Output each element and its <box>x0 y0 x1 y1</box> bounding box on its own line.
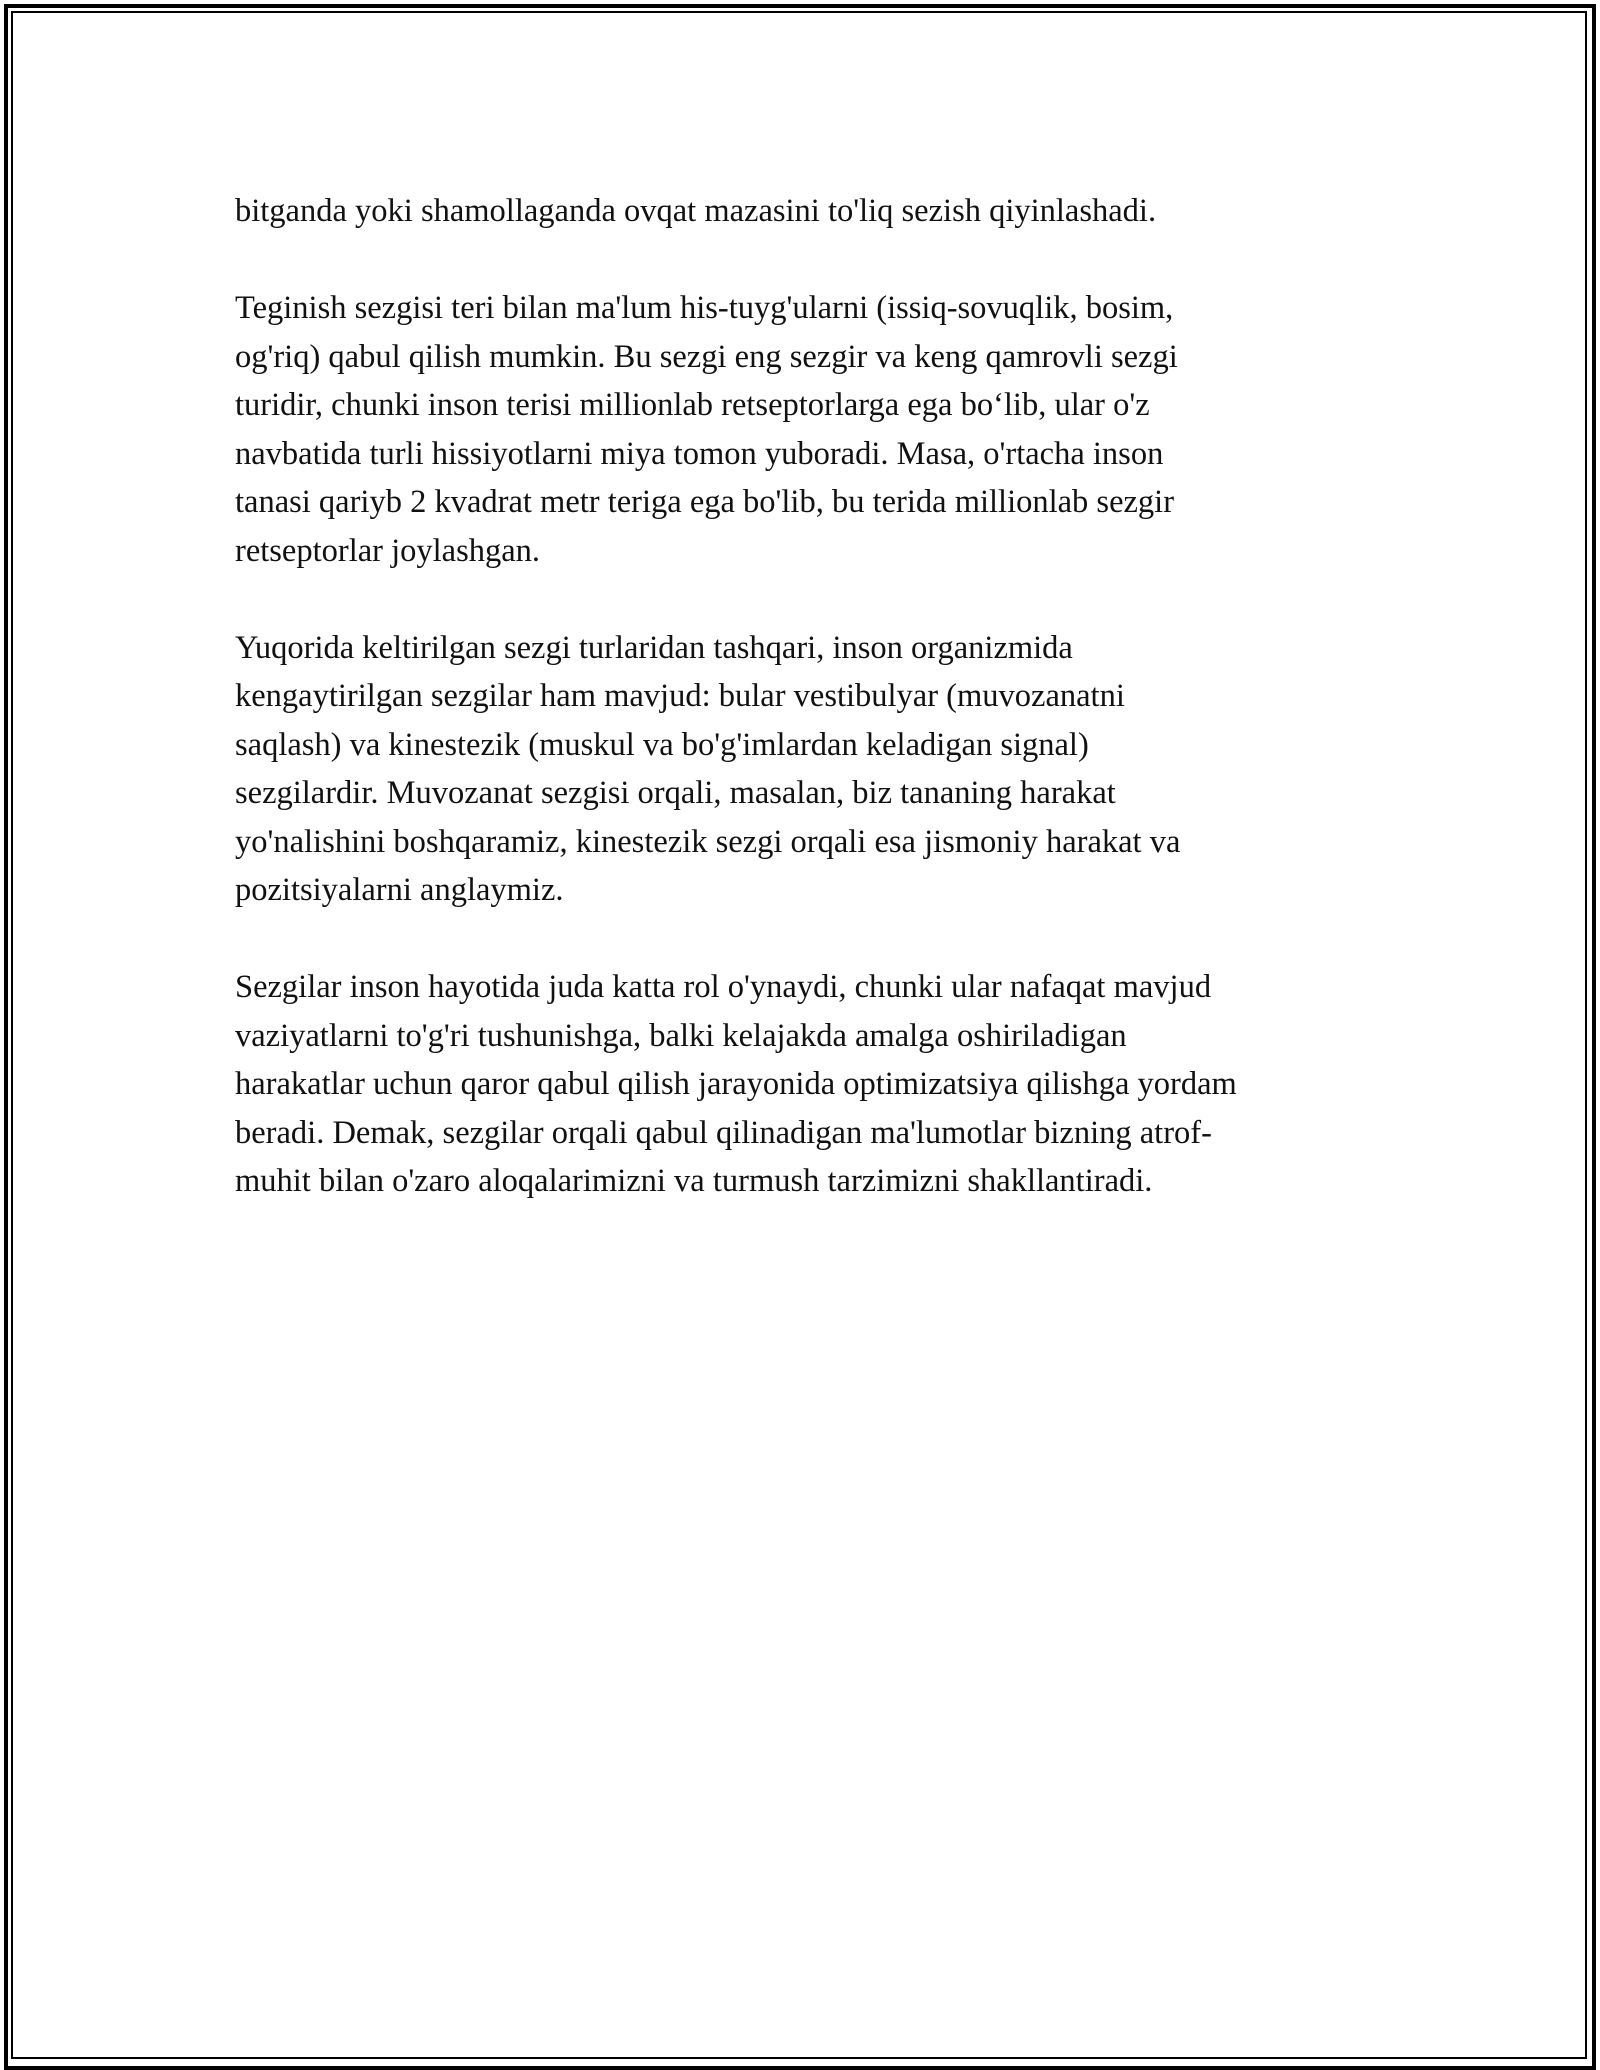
text-line: vaziyatlarni to'g'ri tushunishga, balki kelajakda amalga oshiriladigan <box>235 1017 1127 1054</box>
text-line: Teginish sezgisi teri bilan ma'lum his-tuyg'ularni (issiq-sovuqlik, bosim, <box>235 290 1174 326</box>
paragraph-4 <box>235 963 1375 1206</box>
paragraph-2 <box>235 284 1375 575</box>
paragraph-3 <box>235 624 1375 915</box>
text-line: navbatida turli hissiyotlarni miya tomon yuboradi. Masa, o'rtacha inson <box>235 435 1164 472</box>
text-line: beradi. Demak, sezgilar orqali qabul qilinadigan ma'lumotlar bizning atrof- <box>235 1114 1212 1151</box>
paragraph-1 <box>235 187 1375 236</box>
text-line: tanasi qariyb 2 kvadrat metr teriga ega bo'lib, bu terida millionlab sezgir <box>235 484 1175 520</box>
text-line: Yuqorida keltirilgan sezgi turlaridan tashqari, inson organizmida <box>235 629 1073 666</box>
text-line: sezgilardir. Muvozanat sezgisi orqali, masalan, biz tananing harakat <box>235 775 1116 811</box>
text-line: retseptorlar joylashgan. <box>235 532 541 569</box>
text-line: Sezgilar inson hayotida juda katta rol o'ynaydi, chunki ular nafaqat mavjud <box>235 969 1212 1005</box>
text-line: turidir, chunki inson terisi millionlab retseptorlarga ega bo‘lib, ular o'z <box>235 387 1150 423</box>
text-line: muhit bilan o'zaro aloqalarimizni va turmush tarzimizni shakllantiradi. <box>235 1163 1153 1199</box>
text-line: og'riq) qabul qilish mumkin. Bu sezgi eng sezgir va keng qamrovli sezgi <box>235 338 1178 375</box>
document-body <box>235 187 1375 1254</box>
text-line: harakatlar uchun qaror qabul qilish jarayonida optimizatsiya qilishga yordam <box>235 1066 1237 1102</box>
text-line: bitganda yoki shamollaganda ovqat mazasini to'liq sezish qiyinlashadi. <box>235 193 1157 229</box>
text-line: yo'nalishini boshqaramiz, kinestezik sezgi orqali esa jismoniy harakat va <box>235 823 1181 860</box>
text-line: saqlash) va kinestezik (muskul va bo'g'imlardan keladigan signal) <box>235 726 1089 763</box>
text-line: pozitsiyalarni anglaymiz. <box>235 872 564 908</box>
text-line: kengaytirilgan sezgilar ham mavjud: bular vestibulyar (muvozanatni <box>235 678 1125 714</box>
